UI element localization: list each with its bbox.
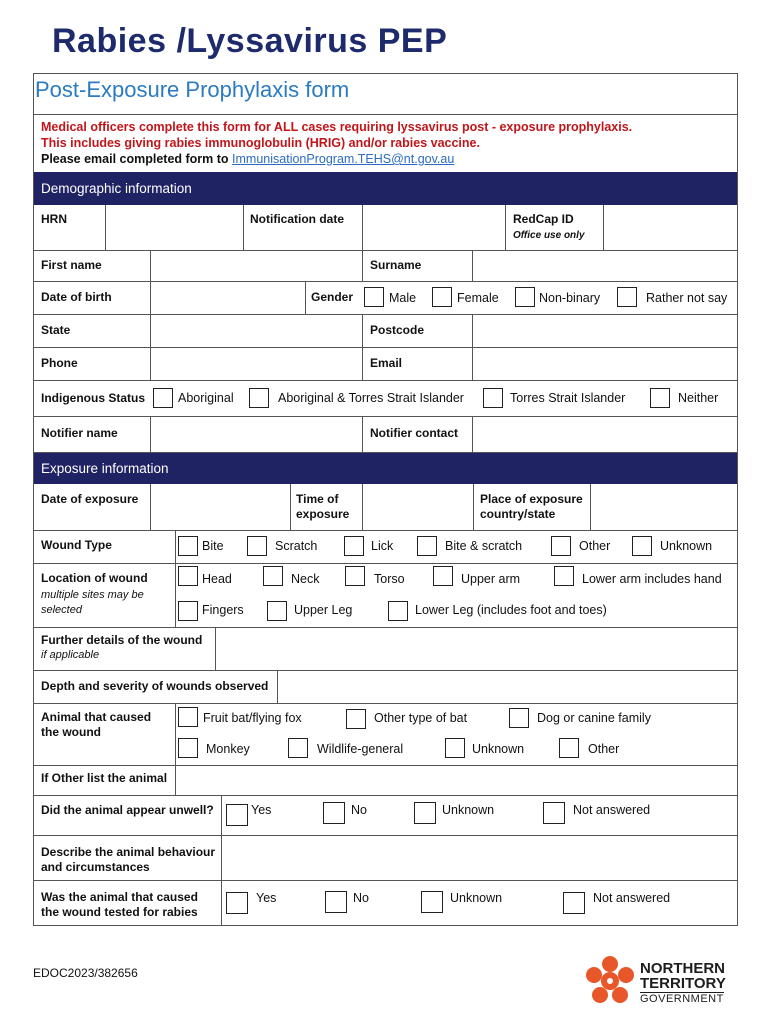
- dob-field[interactable]: [151, 282, 304, 313]
- unwell-unknown-label: Unknown: [442, 803, 495, 817]
- gender-rather-not-say-checkbox[interactable]: [617, 287, 637, 307]
- animal-unwell-label: Did the animal appear unwell?: [41, 803, 214, 817]
- location-lower-arm-checkbox[interactable]: [554, 566, 574, 586]
- location-upper-arm-checkbox[interactable]: [433, 566, 453, 586]
- wound-other-label: Other: [579, 539, 611, 553]
- wound-unknown-checkbox[interactable]: [632, 536, 652, 556]
- animal-behaviour-field[interactable]: [222, 836, 737, 879]
- indigenous-status-label: Indigenous Status: [41, 391, 146, 405]
- place-of-exposure-field[interactable]: [591, 485, 737, 529]
- animal-wildlife-label: Wildlife-general: [317, 742, 404, 756]
- unwell-unknown-checkbox[interactable]: [414, 802, 436, 824]
- notifier-contact-field[interactable]: [473, 417, 737, 451]
- if-other-animal-label: If Other list the animal: [41, 771, 168, 785]
- animal-caused-label: Animal that caused the wound: [41, 710, 152, 739]
- place-of-exposure-label: Place of exposure country/state: [480, 492, 583, 521]
- animal-other-label: Other: [588, 742, 620, 756]
- unwell-not-answered-label: Not answered: [573, 803, 651, 817]
- location-head-checkbox[interactable]: [178, 566, 198, 586]
- notifier-name-label: Notifier name: [41, 426, 118, 440]
- gender-nonbinary-label: Non-binary: [539, 291, 601, 305]
- form-subtitle: Post-Exposure Prophylaxis form: [35, 77, 350, 102]
- nt-government-logo: [584, 955, 734, 1007]
- phone-field[interactable]: [151, 348, 361, 379]
- divider: [33, 114, 738, 115]
- notification-date-field[interactable]: [363, 206, 504, 249]
- animal-monkey-label: Monkey: [206, 742, 250, 756]
- logo-territory: TERRITORY: [640, 975, 726, 992]
- indigenous-both-label: Aboriginal & Torres Strait Islander: [278, 391, 464, 405]
- surname-label: Surname: [370, 258, 422, 272]
- logo-northern: NORTHERN: [640, 960, 725, 977]
- state-label: State: [41, 323, 71, 337]
- gender-male-checkbox[interactable]: [364, 287, 384, 307]
- location-torso-checkbox[interactable]: [345, 566, 365, 586]
- tested-no-label: No: [353, 891, 369, 905]
- tested-not-answered-label: Not answered: [593, 891, 671, 905]
- further-details-label: Further details of the wound: [41, 633, 203, 647]
- tested-yes-checkbox[interactable]: [226, 892, 248, 914]
- surname-field[interactable]: [473, 251, 737, 280]
- depth-severity-field[interactable]: [278, 671, 737, 702]
- intro-line-3: [41, 152, 454, 166]
- if-other-animal-field[interactable]: [176, 766, 737, 794]
- postcode-field[interactable]: [473, 315, 737, 346]
- animal-dog-checkbox[interactable]: [509, 708, 529, 728]
- phone-label: Phone: [41, 356, 78, 370]
- wound-bite-label: Bite: [202, 539, 224, 553]
- animal-other-bat-label: Other type of bat: [374, 711, 468, 725]
- email-field[interactable]: [473, 348, 737, 379]
- indigenous-tsi-label: Torres Strait Islander: [510, 391, 626, 405]
- intro-line-2: This includes giving rabies immunoglobulin (HRIG) and/or rabies vaccine.: [41, 136, 480, 150]
- tested-yes-label: Yes: [256, 891, 277, 905]
- demographic-section-header: Demographic information: [34, 172, 737, 205]
- location-lower-leg-checkbox[interactable]: [388, 601, 408, 621]
- wound-scratch-label: Scratch: [275, 539, 318, 553]
- animal-unknown-label: Unknown: [472, 742, 525, 756]
- wound-bite-scratch-label: Bite & scratch: [445, 539, 523, 553]
- unwell-yes-checkbox[interactable]: [226, 804, 248, 826]
- hrn-field[interactable]: [106, 206, 242, 249]
- wound-lick-label: Lick: [371, 539, 394, 553]
- email-instruction: Please email completed form to: [41, 152, 233, 166]
- state-field[interactable]: [151, 315, 361, 346]
- unwell-no-checkbox[interactable]: [323, 802, 345, 824]
- logo-government: GOVERNMENT: [640, 993, 724, 1005]
- notifier-name-field[interactable]: [151, 417, 361, 451]
- indigenous-aboriginal-checkbox[interactable]: [153, 388, 173, 408]
- first-name-field[interactable]: [151, 251, 361, 280]
- gender-female-label: Female: [457, 291, 499, 305]
- location-lower-arm-label: Lower arm includes hand: [582, 572, 722, 586]
- notifier-contact-label: Notifier contact: [370, 426, 459, 440]
- tested-unknown-label: Unknown: [450, 891, 503, 905]
- date-of-exposure-field[interactable]: [151, 485, 289, 529]
- location-note: multiple sites may be selected: [41, 589, 144, 616]
- intro-line-1: Medical officers complete this form for ALL cases requiring lyssavirus post - exposure prophylaxis.: [41, 120, 633, 134]
- location-fingers-checkbox[interactable]: [178, 601, 198, 621]
- gender-female-checkbox[interactable]: [432, 287, 452, 307]
- redcap-id-label: RedCap ID: [513, 212, 574, 226]
- indigenous-neither-label: Neither: [678, 391, 719, 405]
- office-use-only-note: Office use only: [513, 230, 585, 241]
- postcode-label: Postcode: [370, 323, 425, 337]
- wound-type-label: Wound Type: [41, 538, 112, 552]
- location-of-wound-label: Location of wound: [41, 571, 148, 585]
- further-details-field[interactable]: [216, 628, 737, 669]
- dob-label: Date of birth: [41, 290, 112, 304]
- location-head-label: Head: [202, 572, 232, 586]
- exposure-section-header: Exposure information: [34, 453, 737, 484]
- location-upper-leg-checkbox[interactable]: [267, 601, 287, 621]
- gender-rather-not-say-label: Rather not say: [646, 291, 728, 305]
- notification-date-label: Notification date: [250, 212, 345, 226]
- time-of-exposure-field[interactable]: [363, 485, 472, 529]
- tested-no-checkbox[interactable]: [325, 891, 347, 913]
- time-of-exposure-label: Time of exposure: [296, 492, 350, 521]
- animal-unknown-checkbox[interactable]: [445, 738, 465, 758]
- animal-fruit-bat-checkbox[interactable]: [178, 707, 198, 727]
- wound-other-checkbox[interactable]: [551, 536, 571, 556]
- location-neck-label: Neck: [291, 572, 320, 586]
- page-title: Rabies /Lyssavirus PEP: [52, 22, 448, 60]
- date-of-exposure-label: Date of exposure: [41, 492, 139, 506]
- wound-bite-scratch-checkbox[interactable]: [417, 536, 437, 556]
- indigenous-aboriginal-label: Aboriginal: [178, 391, 234, 405]
- gender-label: Gender: [311, 290, 354, 304]
- tested-not-answered-checkbox[interactable]: [563, 892, 585, 914]
- gender-nonbinary-checkbox[interactable]: [515, 287, 535, 307]
- email-link[interactable]: ImmunisationProgram.TEHS@nt.gov.au: [232, 152, 455, 166]
- indigenous-neither-checkbox[interactable]: [650, 388, 670, 408]
- email-label: Email: [370, 356, 403, 370]
- animal-wildlife-checkbox[interactable]: [288, 738, 308, 758]
- gender-male-label: Male: [389, 291, 417, 305]
- wound-lick-checkbox[interactable]: [344, 536, 364, 556]
- if-applicable-note: if applicable: [41, 649, 100, 661]
- wound-unknown-label: Unknown: [660, 539, 713, 553]
- location-torso-label: Torso: [374, 572, 405, 586]
- unwell-not-answered-checkbox[interactable]: [543, 802, 565, 824]
- redcap-id-field[interactable]: [604, 206, 737, 249]
- animal-monkey-checkbox[interactable]: [178, 738, 198, 758]
- document-id: EDOC2023/382656: [33, 966, 138, 980]
- tested-unknown-checkbox[interactable]: [421, 891, 443, 913]
- first-name-label: First name: [41, 258, 102, 272]
- depth-severity-label: Depth and severity of wounds observed: [41, 679, 269, 693]
- wound-bite-checkbox[interactable]: [178, 536, 198, 556]
- indigenous-both-checkbox[interactable]: [249, 388, 269, 408]
- flower-emblem-icon: [584, 955, 636, 1007]
- unwell-yes-label: Yes: [251, 803, 272, 817]
- location-neck-checkbox[interactable]: [263, 566, 283, 586]
- location-upper-leg-label: Upper Leg: [294, 603, 353, 617]
- animal-behaviour-label: Describe the animal behaviour and circumstances: [41, 845, 216, 874]
- wound-scratch-checkbox[interactable]: [247, 536, 267, 556]
- hrn-label: HRN: [41, 212, 67, 226]
- location-upper-arm-label: Upper arm: [461, 572, 521, 586]
- unwell-no-label: No: [351, 803, 367, 817]
- indigenous-tsi-checkbox[interactable]: [483, 388, 503, 408]
- location-fingers-label: Fingers: [202, 603, 244, 617]
- animal-tested-label: Was the animal that caused the wound tested for rabies: [41, 890, 198, 919]
- location-lower-leg-label: Lower Leg (includes foot and toes): [415, 603, 607, 617]
- animal-other-bat-checkbox[interactable]: [346, 709, 366, 729]
- animal-other-checkbox[interactable]: [559, 738, 579, 758]
- animal-dog-label: Dog or canine family: [537, 711, 651, 725]
- animal-fruit-bat-label: Fruit bat/flying fox: [203, 711, 302, 725]
